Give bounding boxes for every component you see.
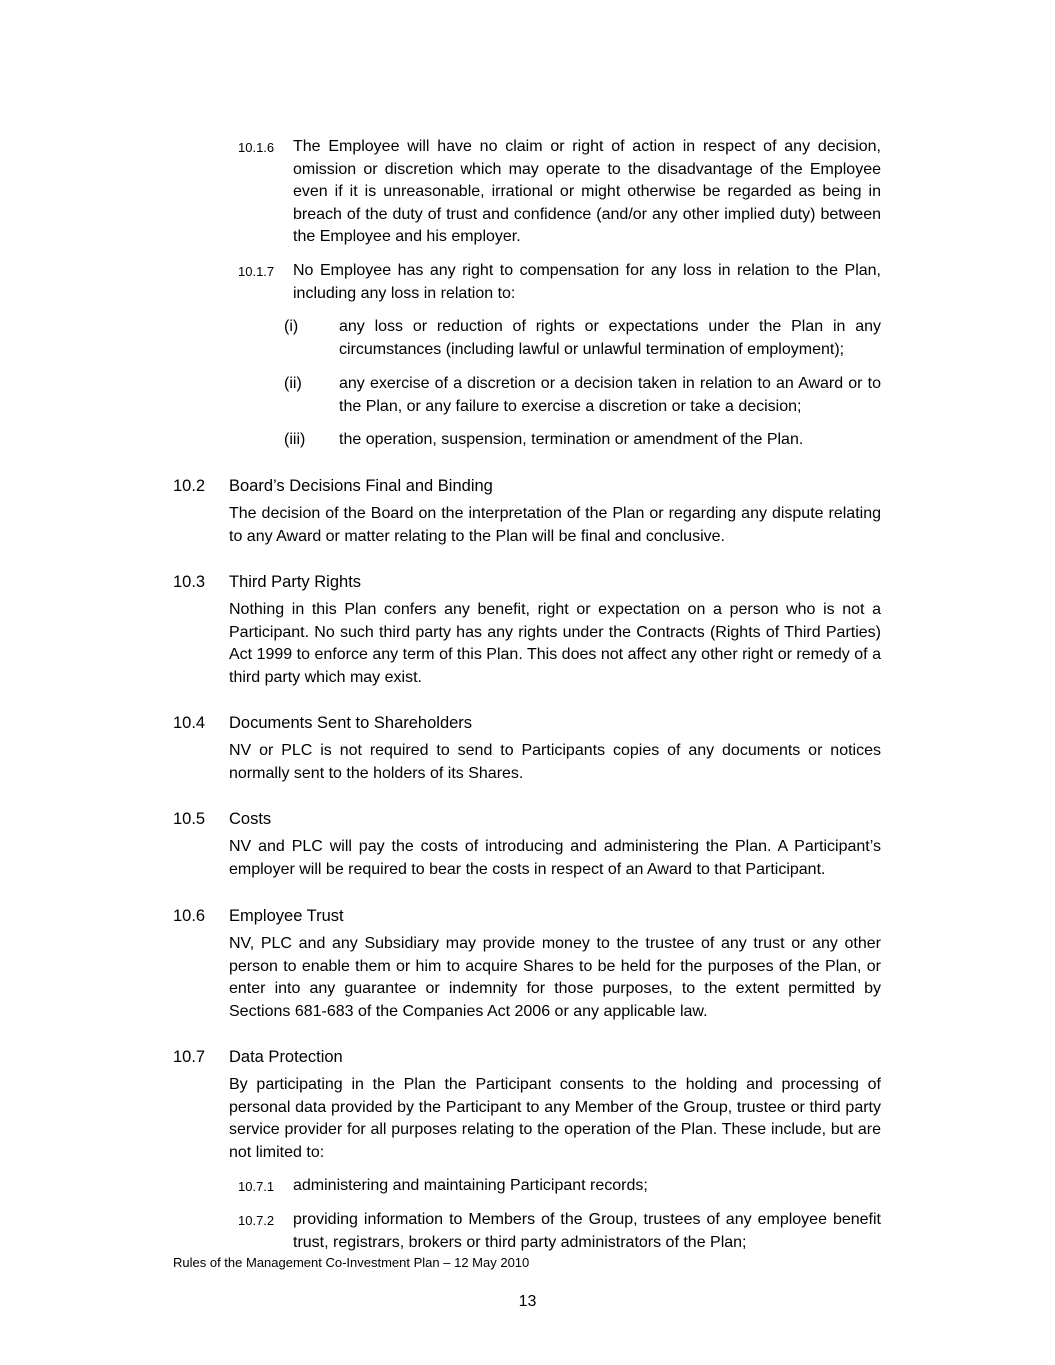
section-number: 10.7: [173, 1048, 206, 1066]
page-footer: Rules of the Management Co-Investment Plan – 12 May 2010: [173, 1255, 530, 1270]
section-title: Documents Sent to Shareholders: [229, 714, 473, 732]
clause-number: 10.1.7: [238, 264, 275, 279]
section-title: Third Party Rights: [229, 573, 362, 591]
clause-text: No Employee has any right to compensation for any loss in relation to the Plan, including any loss in relation to:: [293, 262, 881, 302]
clause-number: 10.7.1: [238, 1179, 275, 1194]
section-number: 10.3: [173, 573, 206, 591]
page-number: 13: [518, 1293, 537, 1310]
section-body: Nothing in this Plan confers any benefit, right or expectation on a person who is not a Participant. No such third party has any rights under the Contracts (Rights of Third Parties) Act 1999 to enforce any term of this Plan. This does not affect any other right or remedy of a third party which may exist.: [229, 601, 881, 686]
section-number: 10.5: [173, 810, 206, 828]
clause-text: The Employee will have no claim or right of action in respect of any decision, omission or discretion which may operate to the disadvantage of the Employee even if it is unreasonable, irrational or might otherwise be regarded as being in breach of the duty of trust and confidence (and/or any other implied duty) between the Employee and his employer.: [293, 138, 881, 246]
list-marker: (i): [284, 318, 299, 335]
section-title: Data Protection: [229, 1048, 343, 1066]
section-body: NV or PLC is not required to send to Participants copies of any documents or notices normally sent to the holders of its Shares.: [229, 742, 881, 782]
section-title: Board’s Decisions Final and Binding: [229, 477, 493, 495]
list-marker: (iii): [284, 431, 306, 448]
section-title: Employee Trust: [229, 907, 344, 925]
section-number: 10.4: [173, 714, 206, 732]
list-item-text: any loss or reduction of rights or expectations under the Plan in any circumstances (including lawful or unlawful termination of employment);: [339, 318, 881, 358]
clause-text: administering and maintaining Participant records;: [293, 1177, 648, 1194]
section-body: NV and PLC will pay the costs of introducing and administering the Plan. A Participant’s employer will be required to bear the costs in respect of an Award to that Participant.: [229, 838, 881, 878]
clause-text: providing information to Members of the Group, trustees of any employee benefit trust, registrars, brokers or third party administrators of the Plan;: [293, 1211, 881, 1251]
section-body: NV, PLC and any Subsidiary may provide money to the trustee of any trust or any other person to enable them or him to acquire Shares to be held for the purposes of the Plan, or enter into any guarantee or indemnity for those purposes, to the extent permitted by Sections 681-683 of the Companies Act 2006 or any applicable law.: [229, 935, 881, 1020]
section-title: Costs: [229, 810, 272, 828]
list-item-text: any exercise of a discretion or a decision taken in relation to an Award or to the Plan, or any failure to exercise a discretion or take a decision;: [339, 375, 881, 415]
clause-number: 10.7.2: [238, 1213, 275, 1228]
list-marker: (ii): [284, 375, 302, 392]
section-number: 10.6: [173, 907, 206, 925]
section-body: By participating in the Plan the Participant consents to the holding and processing of personal data provided by the Participant to any Member of the Group, trustee or third party service provider for all purposes relating to the operation of the Plan. These include, but are not limited to:: [229, 1076, 881, 1161]
section-number: 10.2: [173, 477, 206, 495]
section-body: The decision of the Board on the interpretation of the Plan or regarding any dispute relating to any Award or matter relating to the Plan will be final and conclusive.: [229, 505, 881, 545]
list-item-text: the operation, suspension, termination or amendment of the Plan.: [339, 431, 804, 448]
clause-number: 10.1.6: [238, 140, 275, 155]
